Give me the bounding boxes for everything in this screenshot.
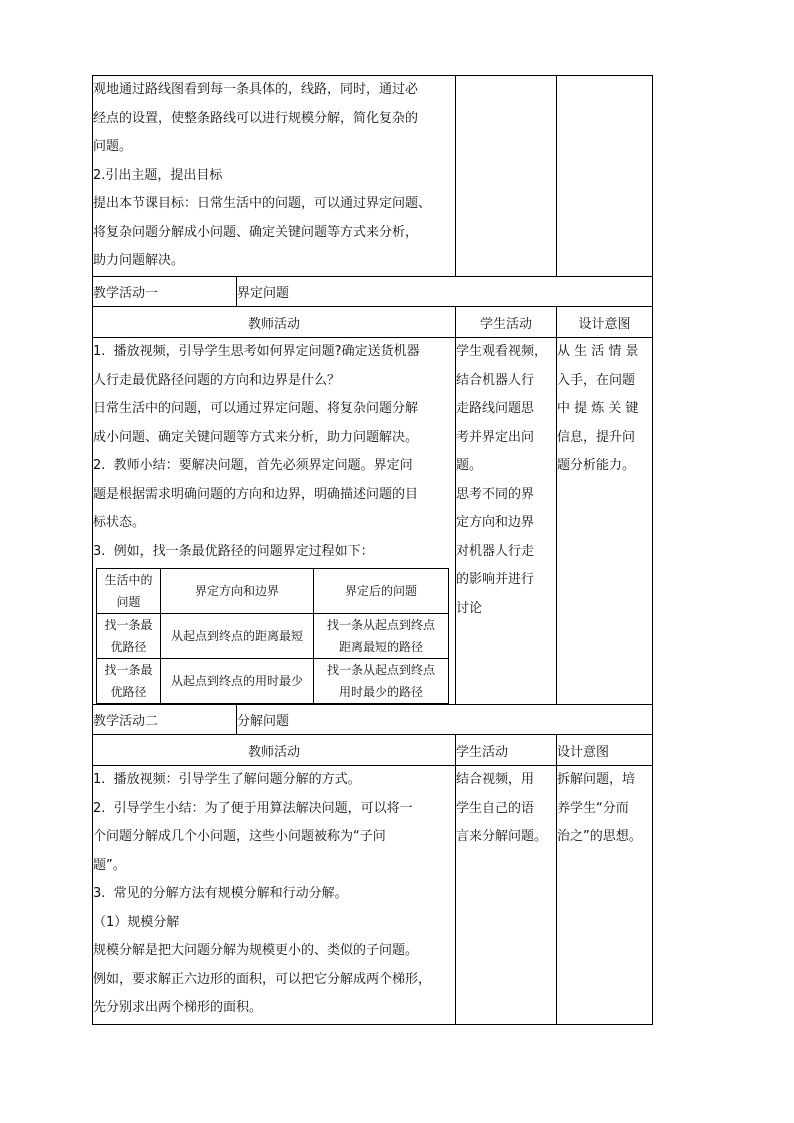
activity2-teacher-line: 3. 常见的分解方法有规模分解和行动分解。 — [93, 886, 348, 901]
activity2-teacher-line: （1）规模分解 — [93, 914, 180, 930]
inner-table-cell: 从起点到终点的用时最少 — [161, 659, 314, 704]
inner-table-cell: 找一条最 优路径 — [97, 614, 161, 659]
inner-table-cell: 找一条从起点到终点 用时最少的路径 — [314, 659, 449, 704]
inner-table-cell: 生活中的 问题 — [97, 569, 161, 614]
activity1-teacher-line: 日常生活中的问题，可以通过界定问题、将复杂问题分解 — [93, 401, 419, 416]
activity1-student-line: 讨论 — [456, 600, 483, 616]
activity2-design-text — [557, 766, 652, 852]
activity1-design-line: 中 提 炼 关 键 — [557, 401, 639, 416]
lesson-plan-table — [92, 75, 653, 1025]
design-intent-header: 设计意图 — [557, 307, 653, 338]
activity2-student-cell — [456, 766, 557, 1025]
activity1-label: 教学活动一 — [93, 277, 237, 307]
activity1-student-line: 学生观看视频， — [456, 344, 548, 359]
activity1-teacher-cell — [93, 338, 456, 705]
activity2-design-line: 治之”的思想。 — [557, 829, 642, 844]
activity1-design-line: 题分析能力。 — [557, 458, 636, 473]
activity1-teacher-line: 成小问题、确定关键问题等方式来分析，助力问题解决。 — [93, 429, 419, 445]
activity2-teacher-line: 规模分解是把大问题分解为规模更小的、类似的子问题。 — [93, 943, 419, 958]
activity1-teacher-line: 人行走最优路径问题的方向和边界是什么？ — [93, 372, 341, 388]
inner-table-cell: 界定后的问题 — [314, 569, 449, 614]
activity2-teacher-line: 例如，要求解正六边形的面积，可以把它分解成两个梯形， — [93, 971, 432, 987]
intro-line: 2.引出主题，提出目标 — [93, 167, 223, 183]
activity2-student-line: 学生自己的语 — [456, 800, 535, 816]
activity1-title-row — [93, 277, 653, 307]
activity2-teacher-line: 个问题分解成几个小问题，这些小问题被称为“子问 — [93, 829, 386, 844]
intro-text — [93, 76, 455, 276]
activity1-student-line: 考并界定出问 — [456, 429, 535, 445]
inner-table-cell: 从起点到终点的距离最短 — [161, 614, 314, 659]
activity2-student-text — [456, 766, 556, 852]
activity2-design-cell — [557, 766, 653, 1025]
activity1-design-cell — [557, 338, 653, 705]
path-definition-table — [96, 568, 449, 704]
activity1-design-line: 从 生 活 情 景 — [557, 344, 639, 359]
activity1-student-cell — [456, 338, 557, 705]
intro-design-cell — [557, 76, 653, 277]
intro-line: 助力问题解决。 — [93, 253, 185, 268]
student-activity-header-2: 学生活动 — [456, 735, 557, 766]
activity2-teacher-line: 1. 播放视频：引导学生了解问题分解的方式。 — [93, 772, 361, 787]
activity2-header-row — [93, 735, 653, 766]
inner-table-header-row — [97, 569, 449, 614]
activity2-teacher-text — [93, 766, 455, 1023]
activity1-student-line: 的影响并进行 — [456, 572, 535, 587]
intro-student-cell — [456, 76, 557, 277]
intro-line: 观地通过路线图看到每一条具体的，线路，同时，通过必 — [93, 82, 419, 97]
activity1-student-line: 走路线问题思 — [456, 401, 535, 416]
intro-line: 经点的设置，使整条路线可以进行规模分解，简化复杂的 — [93, 110, 419, 126]
design-intent-header-2: 设计意图 — [557, 735, 653, 766]
inner-table-cell: 找一条从起点到终点 距离最短的路径 — [314, 614, 449, 659]
activity1-teacher-line: 题是根据需求明确问题的方向和边界，明确描述问题的目 — [93, 486, 419, 502]
intro-row — [93, 76, 653, 277]
activity1-title: 界定问题 — [237, 277, 653, 307]
activity1-student-line: 定方向和边界 — [456, 515, 535, 530]
student-activity-header: 学生活动 — [456, 307, 557, 338]
intro-line: 提出本节课目标：日常生活中的问题，可以通过界定问题、 — [93, 196, 432, 211]
activity1-student-line: 思考不同的界 — [456, 486, 535, 502]
inner-table-row — [97, 659, 449, 704]
activity2-teacher-line: 题”。 — [93, 857, 126, 873]
inner-table-cell: 界定方向和边界 — [161, 569, 314, 614]
intro-line: 将复杂问题分解成小问题、确定关键问题等方式来分析， — [93, 224, 419, 240]
intro-cell — [93, 76, 456, 277]
activity1-student-line: 题。 — [456, 458, 483, 473]
activity2-student-line: 言来分解问题。 — [456, 829, 548, 844]
activity1-student-text — [456, 338, 556, 623]
teacher-activity-header: 教师活动 — [93, 307, 456, 338]
activity2-teacher-line: 2. 引导学生小结：为了便于用算法解决问题，可以将一 — [93, 800, 413, 816]
activity1-content-row — [93, 338, 653, 705]
activity1-header-row — [93, 307, 653, 338]
activity2-content-row — [93, 766, 653, 1025]
teacher-activity-header-2: 教师活动 — [93, 735, 456, 766]
activity1-teacher-line: 2. 教师小结：要解决问题，首先必须界定问题。界定问 — [93, 458, 413, 473]
activity2-teacher-line: 先分别求出两个梯形的面积。 — [93, 1000, 263, 1015]
activity1-teacher-line: 1. 播放视频，引导学生思考如何界定问题?确定送货机器 — [93, 344, 420, 359]
activity1-design-line: 入手，在问题 — [557, 372, 636, 388]
activity1-design-line: 信息，提升问 — [557, 429, 636, 445]
activity2-student-line: 结合视频，用 — [456, 772, 535, 787]
activity2-title-row — [93, 705, 653, 735]
activity1-design-text — [557, 338, 652, 481]
inner-table-cell: 找一条最 优路径 — [97, 659, 161, 704]
intro-line: 问题。 — [93, 139, 133, 154]
activity2-design-line: 拆解问题，培 — [557, 772, 636, 787]
activity2-label: 教学活动二 — [93, 705, 237, 735]
activity2-teacher-cell — [93, 766, 456, 1025]
activity1-teacher-line: 3. 例如，找一条最优路径的问题界定过程如下： — [93, 543, 374, 559]
activity1-teacher-line: 标状态。 — [93, 515, 146, 530]
activity2-design-line: 养学生“分而 — [557, 800, 629, 816]
activity1-student-line: 对机器人行走 — [456, 543, 535, 559]
activity1-student-line: 结合机器人行 — [456, 372, 535, 388]
activity2-title: 分解问题 — [237, 705, 653, 735]
activity1-teacher-text — [93, 338, 455, 566]
inner-table-row — [97, 614, 449, 659]
